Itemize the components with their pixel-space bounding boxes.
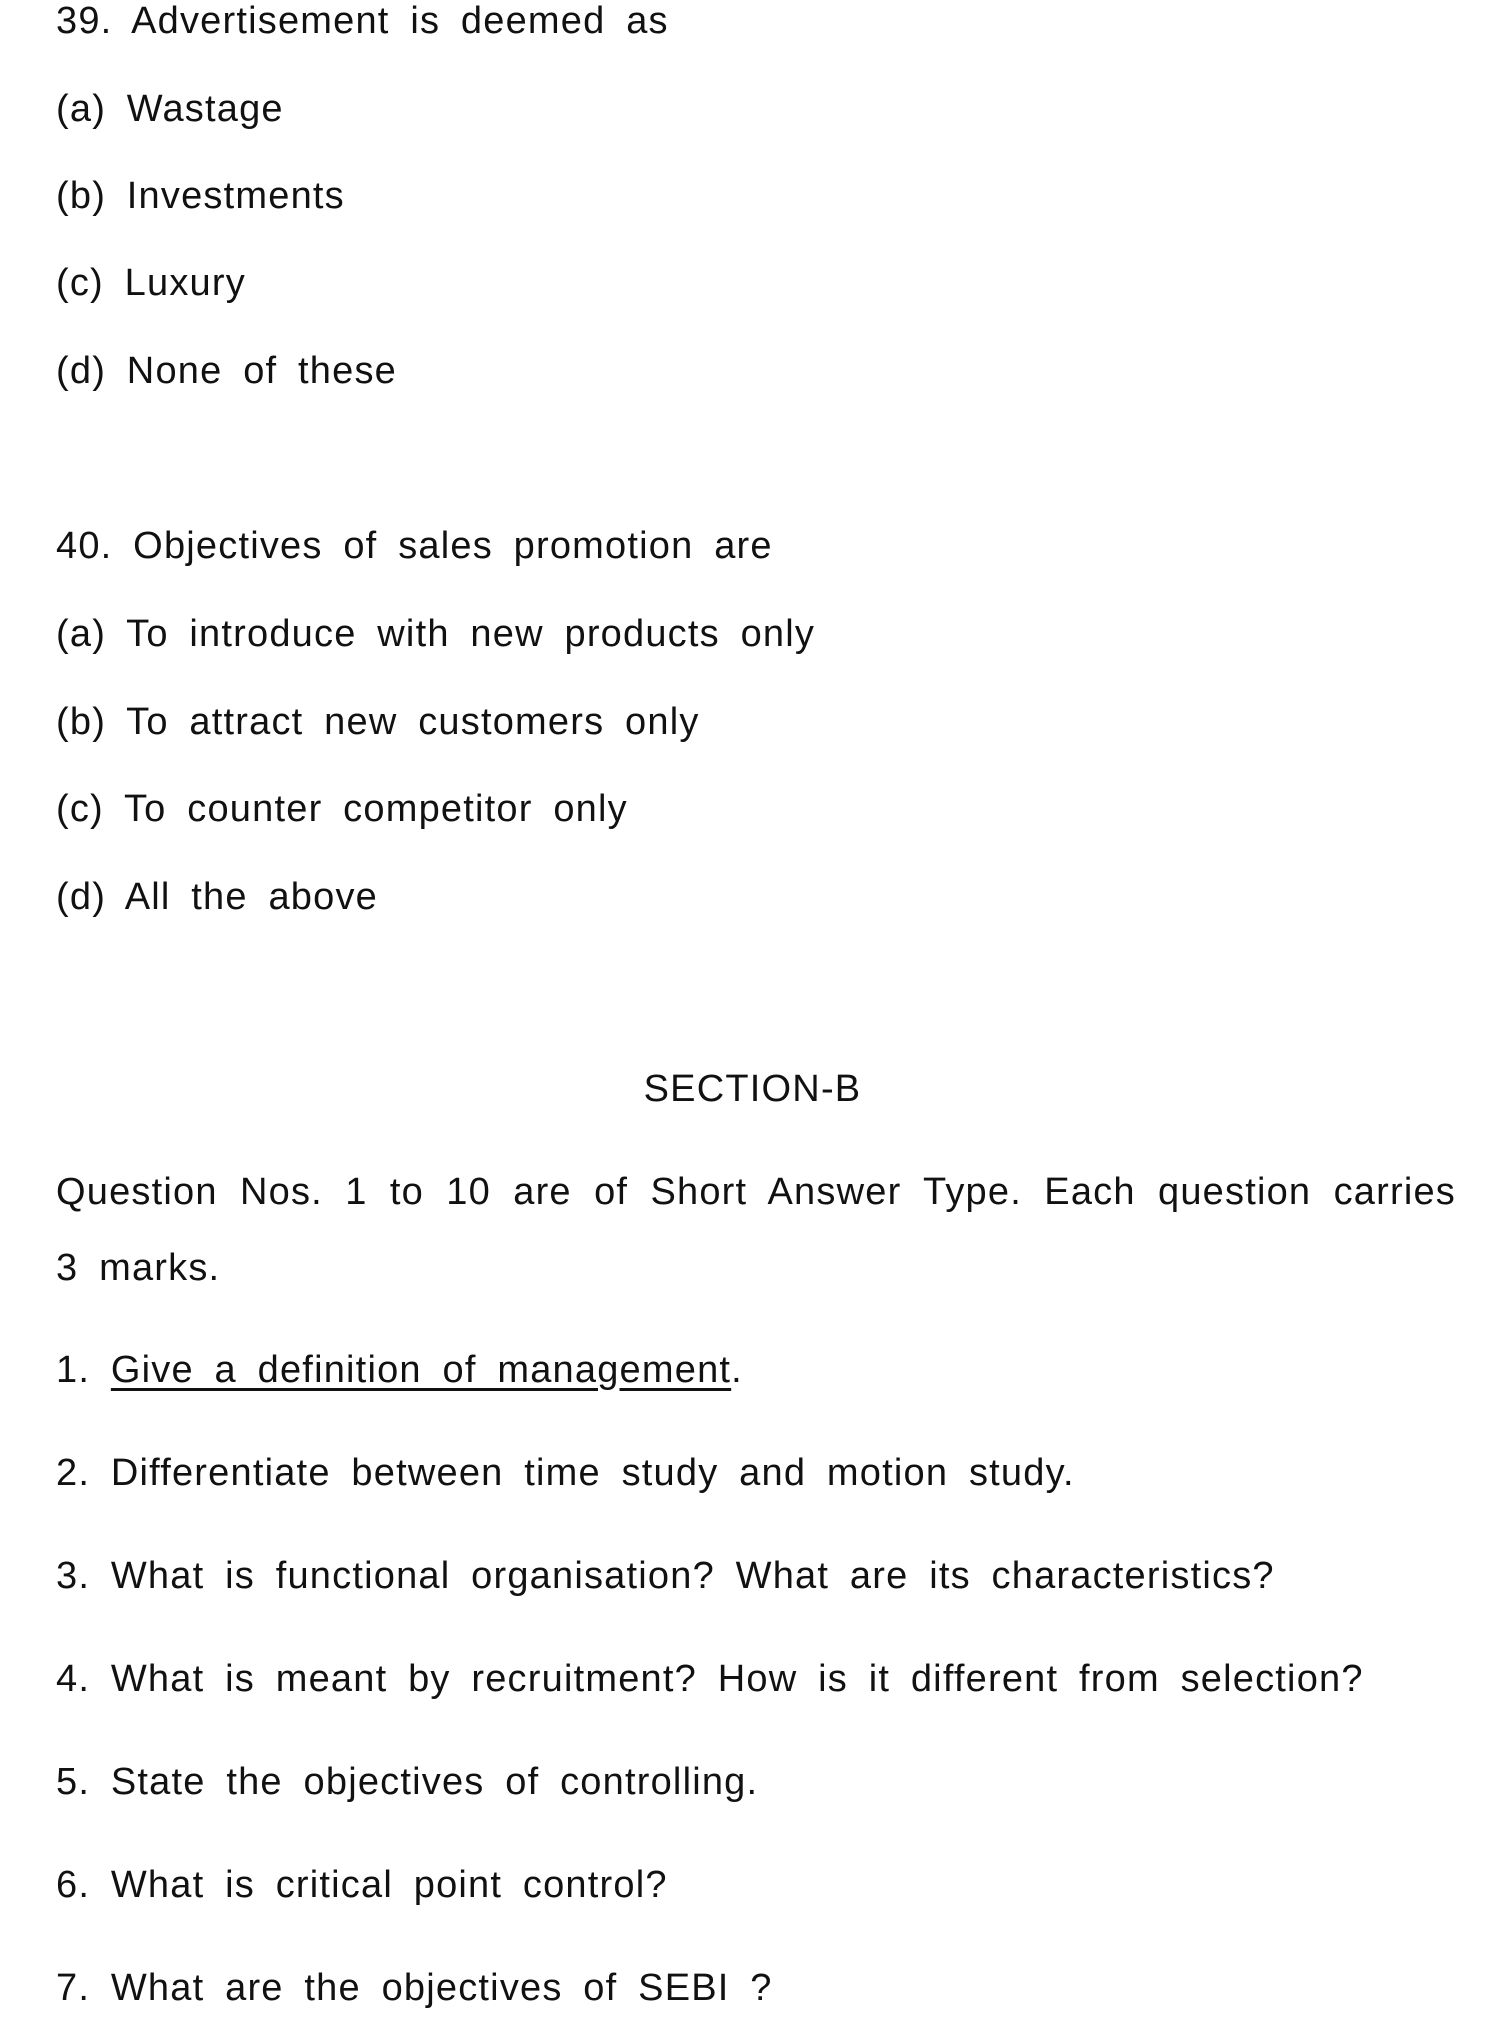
short-question-4 — [56, 1660, 1364, 1698]
short-question-2 — [56, 1454, 1075, 1492]
question-39: 39. Advertisement is deemed as — [56, 0, 669, 42]
question-text: Give a definition of management — [110, 1349, 732, 1391]
section-instructions: Question Nos. 1 to 10 are of Short Answer Type. Each question carries 3 marks. — [56, 1171, 1456, 1289]
question-number: 1. — [56, 1349, 91, 1391]
q39-option-b: (b) Investments — [56, 175, 345, 217]
short-question-6 — [56, 1866, 668, 1904]
question-number: 4. — [56, 1658, 91, 1700]
short-question-5 — [56, 1763, 758, 1801]
section-heading: SECTION-B — [643, 1068, 862, 1110]
question-number: 2. — [56, 1452, 91, 1494]
question-text: What are the objectives of SEBI ? — [110, 1967, 773, 2009]
question-text: What is meant by recruitment? How is it different from selection? — [110, 1658, 1364, 1700]
question-text: Differentiate between time study and motion study. — [110, 1452, 1075, 1494]
q40-option-c: (c) To counter competitor only — [56, 788, 628, 830]
q40-option-a: (a) To introduce with new products only — [56, 613, 816, 655]
question-number: 6. — [56, 1864, 91, 1906]
short-question-3 — [56, 1557, 1275, 1595]
question-number: 5. — [56, 1761, 91, 1803]
question-40: 40. Objectives of sales promotion are — [56, 525, 773, 567]
question-suffix: . — [731, 1349, 743, 1391]
q40-option-d: (d) All the above — [56, 876, 379, 918]
q39-option-d: (d) None of these — [56, 350, 398, 392]
question-number: 7. — [56, 1967, 91, 2009]
question-text: What is critical point control? — [110, 1864, 668, 1906]
question-text: What is functional organisation? What are its characteristics? — [110, 1555, 1275, 1597]
question-text: State the objectives of controlling. — [110, 1761, 759, 1803]
q39-option-a: (a) Wastage — [56, 88, 284, 130]
short-question-1 — [56, 1351, 743, 1389]
question-number: 3. — [56, 1555, 91, 1597]
q40-option-b: (b) To attract new customers only — [56, 701, 700, 743]
q39-option-c: (c) Luxury — [56, 262, 246, 304]
short-question-7 — [56, 1969, 773, 2007]
